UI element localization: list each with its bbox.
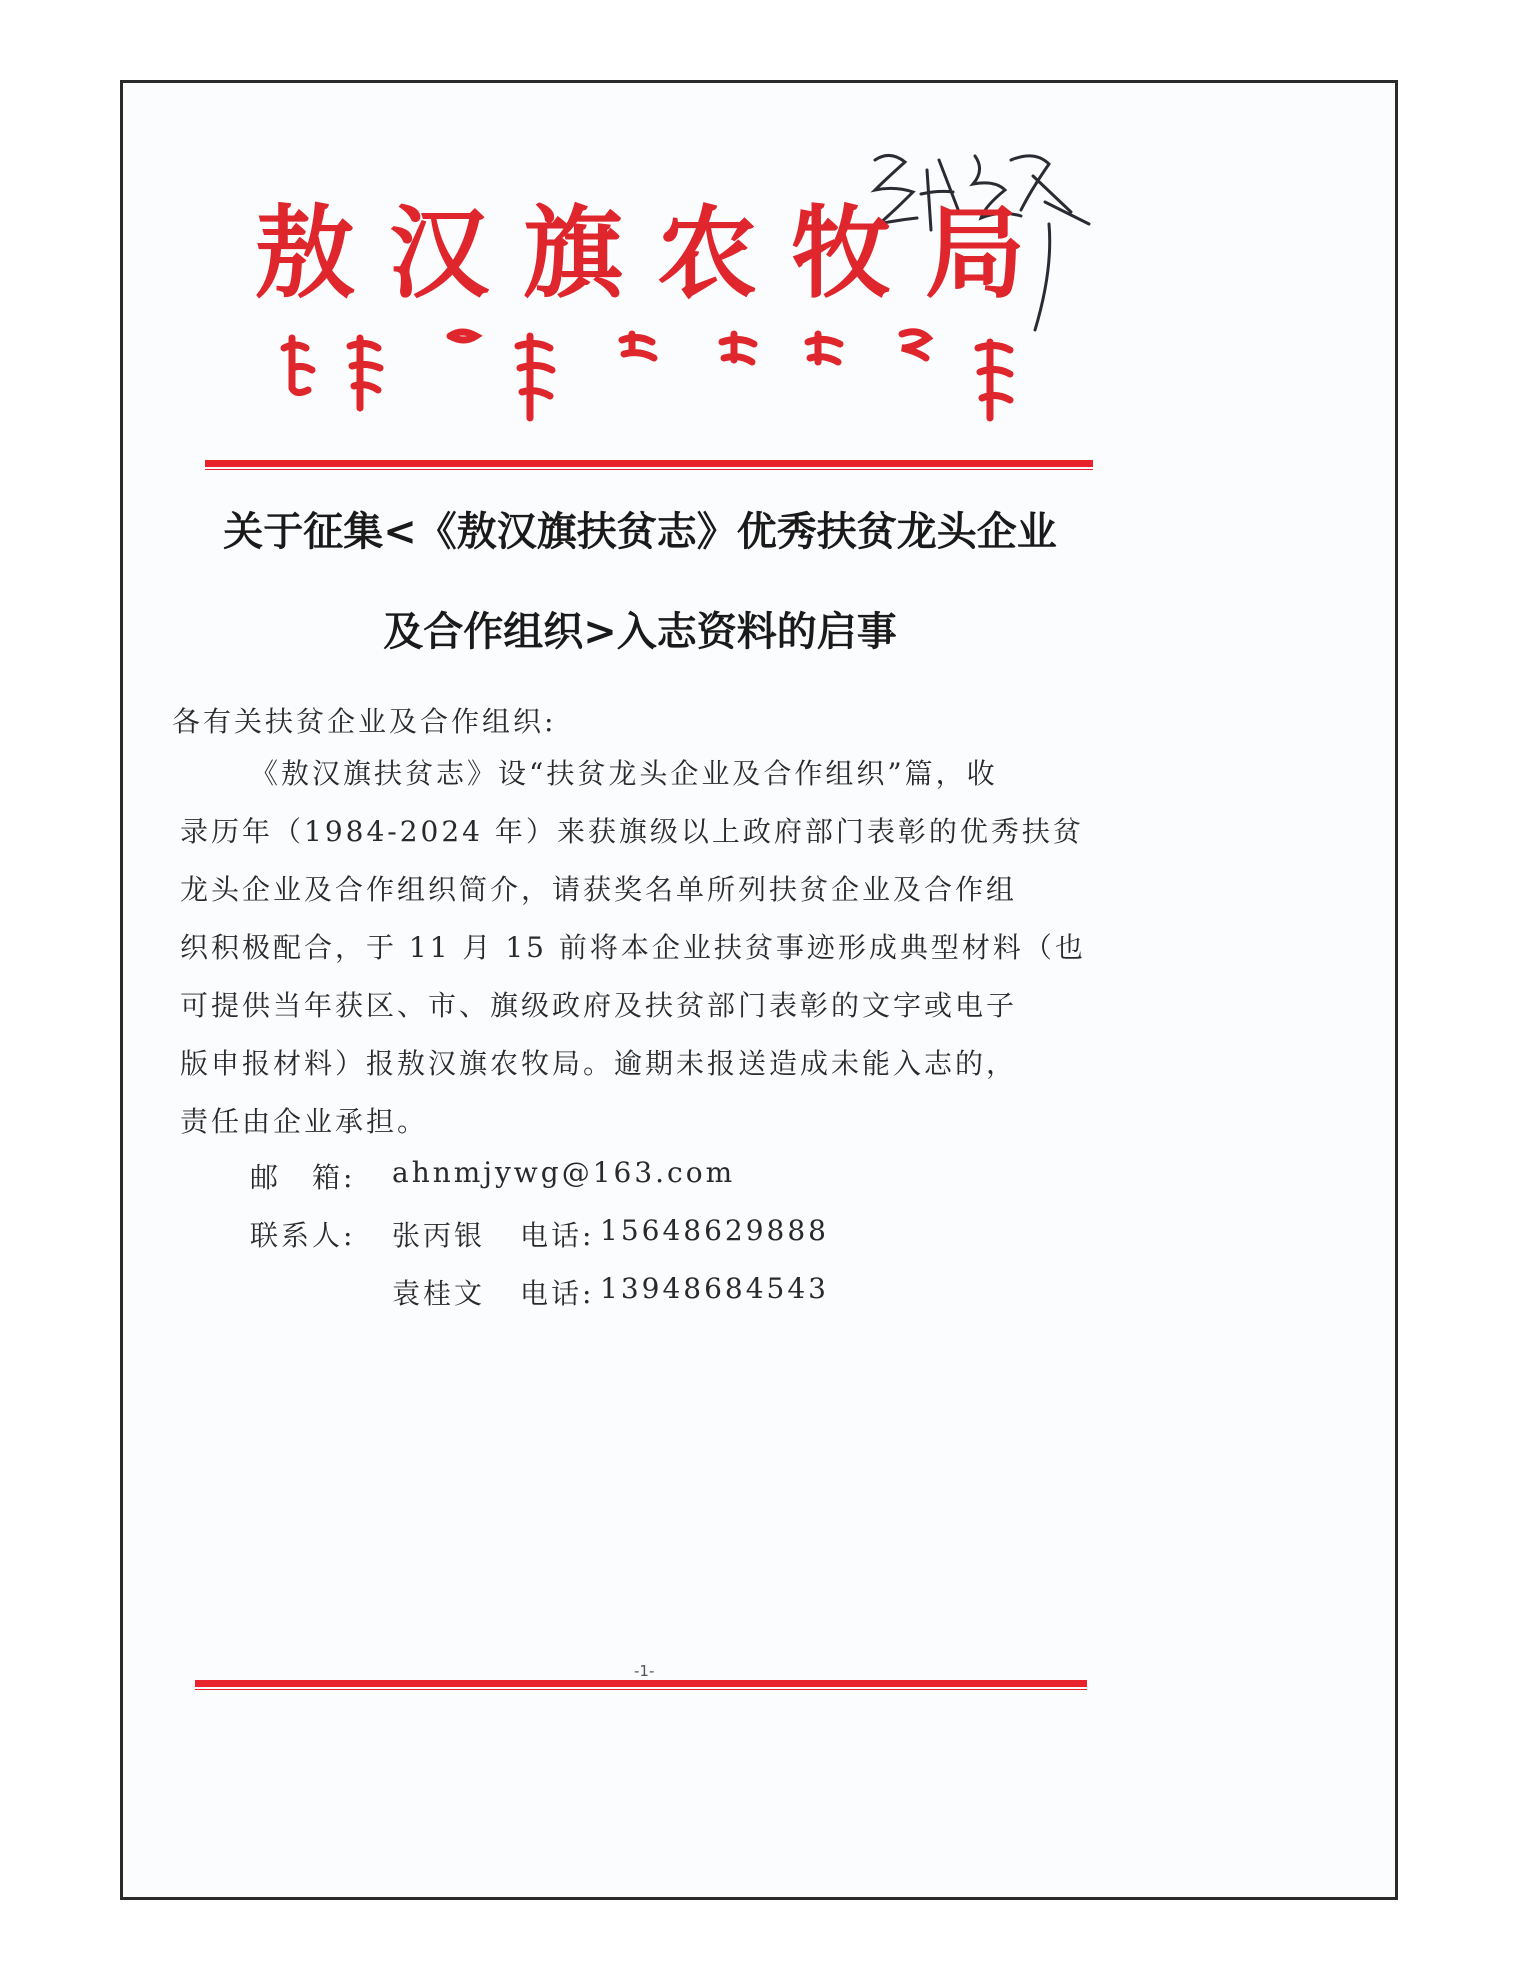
- body-line: 录历年（1984-2024 年）来获旗级以上政府部门表彰的优秀扶贫: [180, 815, 1084, 848]
- page-number: -1-: [630, 1662, 658, 1680]
- body-line: 龙头企业及合作组织简介，请获奖名单所列扶贫企业及合作组: [180, 873, 1018, 906]
- body-line: 版申报材料）报敖汉旗农牧局。逾期未报送造成未能入志的，: [180, 1047, 1018, 1080]
- body-line: 《敖汉旗扶贫志》设“扶贫龙头企业及合作组织”篇，收: [250, 757, 998, 790]
- footer-divider: [195, 1680, 1087, 1690]
- body-line: 责任由企业承担。: [180, 1105, 429, 1138]
- mongolian-script-header: [262, 318, 1062, 428]
- organization-name-header: 敖汉旗农牧局: [255, 194, 1059, 312]
- body-line: 可提供当年获区、市、旗级政府及扶贫部门表彰的文字或电子: [180, 989, 1018, 1022]
- contact-person-2-phone-label: 电话:: [520, 1277, 595, 1310]
- salutation: 各有关扶贫企业及合作组织:: [172, 705, 557, 738]
- contact-person-1-phone: 15648629888: [600, 1214, 829, 1247]
- notice-title-line-1: 关于征集<《敖汉旗扶贫志》优秀扶贫龙头企业: [223, 508, 1057, 555]
- notice-title-line-2: 及合作组织>入志资料的启事: [383, 608, 897, 655]
- email-label: 邮 箱:: [250, 1161, 356, 1194]
- header-divider: [205, 460, 1093, 470]
- email-address: ahnmjywg@163.com: [392, 1156, 736, 1189]
- contact-person-1-name: 张丙银: [392, 1219, 486, 1252]
- contact-person-2-phone: 13948684543: [600, 1272, 829, 1305]
- contact-person-label: 联系人:: [250, 1219, 356, 1252]
- contact-person-2-name: 袁桂文: [392, 1277, 486, 1310]
- body-line: 织积极配合，于 11 月 15 前将本企业扶贫事迹形成典型材料（也: [180, 931, 1086, 964]
- contact-person-1-phone-label: 电话:: [520, 1219, 595, 1252]
